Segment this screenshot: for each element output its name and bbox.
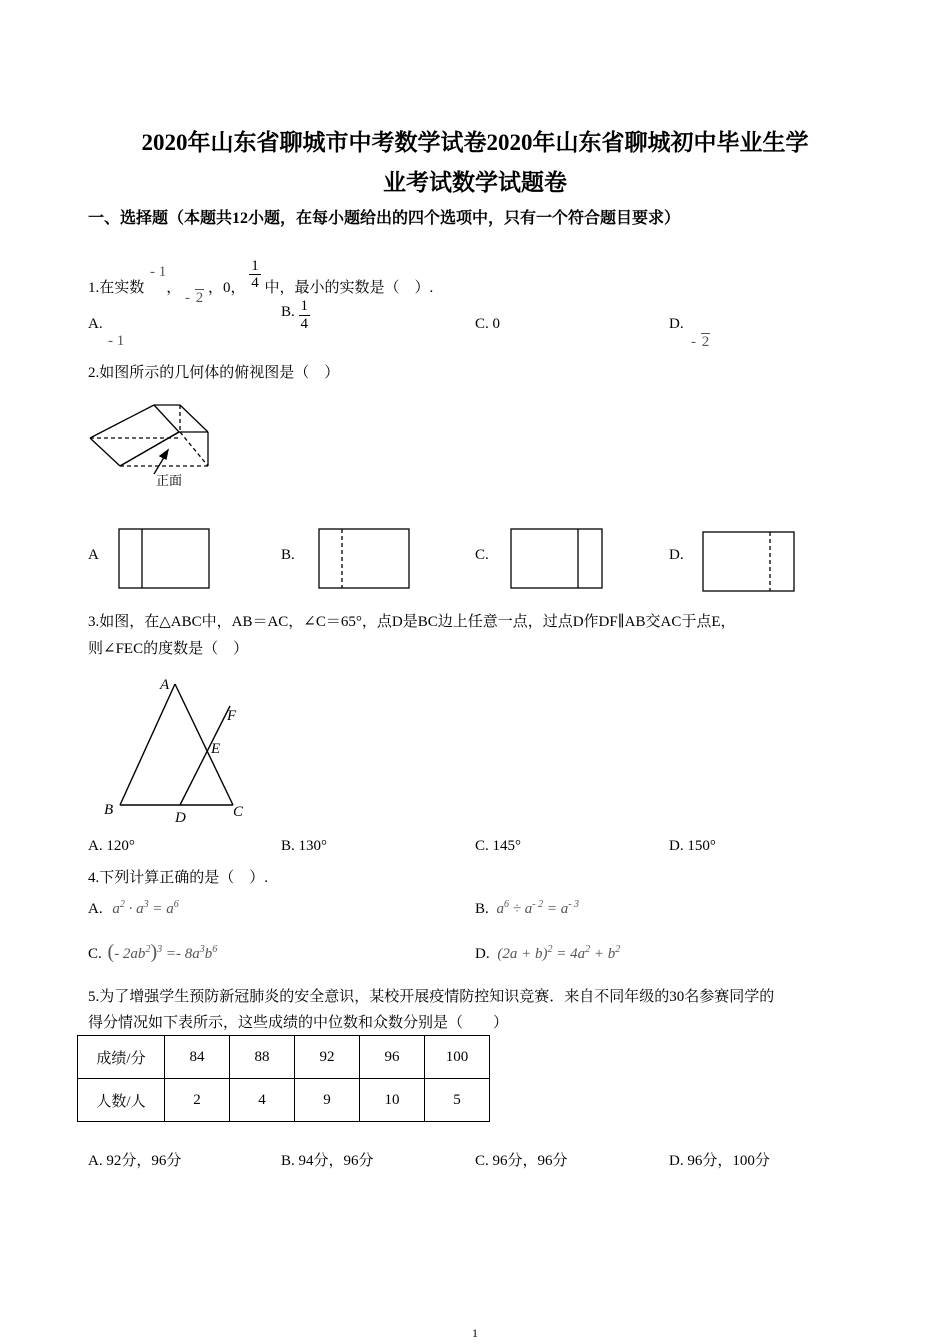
vertex-b: B bbox=[104, 802, 114, 818]
table-cell: 人数/人 bbox=[78, 1079, 165, 1122]
question-4-stem: 4.下列计算正确的是（ ）. bbox=[88, 870, 269, 886]
table-row bbox=[78, 1079, 490, 1122]
table-cell: 100 bbox=[425, 1036, 490, 1079]
point-d: D bbox=[175, 810, 186, 826]
q1-option-b[interactable]: B. $\frac{1}{4}$ bbox=[281, 298, 309, 332]
title-line-2: 业考试数学试题卷 bbox=[383, 170, 567, 195]
question-2-stem: 2.如图所示的几何体的俯视图是（ ） bbox=[88, 365, 340, 381]
edge bbox=[90, 405, 154, 438]
table-cell: 88 bbox=[230, 1036, 295, 1079]
q3-option-b[interactable]: B. 130° bbox=[281, 838, 328, 854]
q2-option-b-figure[interactable] bbox=[318, 528, 410, 590]
table-row bbox=[78, 1036, 490, 1079]
q4-option-b[interactable]: B. $a^6 \div a^{- 2} = a^{- 3}$ bbox=[475, 899, 580, 917]
table-cell: 9 bbox=[295, 1079, 360, 1122]
table-cell: 92 bbox=[295, 1036, 360, 1079]
q2-option-c-label[interactable]: C. bbox=[475, 547, 489, 563]
q1-option-c[interactable]: C. 0 bbox=[475, 316, 501, 332]
q2-option-c-figure[interactable] bbox=[510, 528, 604, 590]
q3-option-a[interactable]: A. 120° bbox=[88, 838, 135, 854]
q5-option-c[interactable]: C. 96分，96分 bbox=[475, 1153, 568, 1169]
question-5-line-2: 得分情况如下表所示，这些成绩的中位数和众数分别是（ ） bbox=[88, 1015, 509, 1031]
table-cell: 5 bbox=[425, 1079, 490, 1122]
vertex-c: C bbox=[233, 804, 244, 820]
table-cell: 2 bbox=[165, 1079, 230, 1122]
q4-option-d[interactable]: D. $(2a + b)^2 = 4a^2 + b^2$ bbox=[475, 944, 621, 962]
table-cell: 96 bbox=[360, 1036, 425, 1079]
score-table bbox=[77, 1035, 490, 1122]
question-1-stem: 1.在实数 - 1， - 2 ，0， $\frac{1}{4}$ 中，最小的实数是（ ）. bbox=[88, 257, 434, 306]
q1-option-a[interactable]: A. - 1 bbox=[88, 316, 125, 349]
q5-option-d[interactable]: D. 96分，100分 bbox=[669, 1153, 770, 1169]
page-number: 1 bbox=[472, 1326, 478, 1340]
q1-option-d[interactable]: D. - 2 bbox=[669, 316, 710, 350]
q5-option-a[interactable]: A. 92分，96分 bbox=[88, 1153, 182, 1169]
triangle-figure bbox=[100, 672, 250, 827]
section-heading: 一、选择题（本题共12小题，在每小题给出的四个选项中，只有一个符合题目要求） bbox=[88, 210, 681, 227]
table-cell: 4 bbox=[230, 1079, 295, 1122]
solid-figure bbox=[86, 398, 218, 490]
question-5-line-1: 5.为了增强学生预防新冠肺炎的安全意识，某校开展疫情防控知识竞赛．来自不同年级的30名参赛同学的 bbox=[88, 989, 775, 1005]
question-3-line-2: 则∠FEC的度数是（ ） bbox=[88, 641, 249, 657]
title-line-1: 2020年山东省聊城市中考数学试卷2020年山东省聊城初中毕业生学 bbox=[141, 130, 809, 155]
q2-option-a-label[interactable]: A bbox=[88, 547, 99, 563]
table-cell: 84 bbox=[165, 1036, 230, 1079]
q4-option-c[interactable]: C. (- $2ab^2)^3 =- 8a^3b^6$ bbox=[88, 941, 218, 963]
question-3-line-1: 3.如图，在△ABC中，AB＝AC，∠C＝65°，点D是BC边上任意一点，过点D作DF∥AB交AC于点E， bbox=[88, 614, 736, 630]
point-f: F bbox=[227, 708, 237, 724]
front-label: 正面 bbox=[156, 474, 183, 489]
q3-option-c[interactable]: C. 145° bbox=[475, 838, 522, 854]
q3-option-d[interactable]: D. 150° bbox=[669, 838, 716, 854]
q2-option-b-label[interactable]: B. bbox=[281, 547, 295, 563]
vertex-a: A bbox=[160, 677, 170, 693]
q5-option-b[interactable]: B. 94分，96分 bbox=[281, 1153, 374, 1169]
q2-option-a-figure[interactable] bbox=[118, 528, 210, 590]
q4-option-a[interactable]: A. $a^2 \cdot a^3 = a^6$ bbox=[88, 899, 179, 917]
table-cell: 10 bbox=[360, 1079, 425, 1122]
table-cell: 成绩/分 bbox=[78, 1036, 165, 1079]
q2-option-d-figure[interactable] bbox=[702, 531, 796, 593]
point-e: E bbox=[211, 741, 221, 757]
q2-option-d-label[interactable]: D. bbox=[669, 547, 684, 563]
